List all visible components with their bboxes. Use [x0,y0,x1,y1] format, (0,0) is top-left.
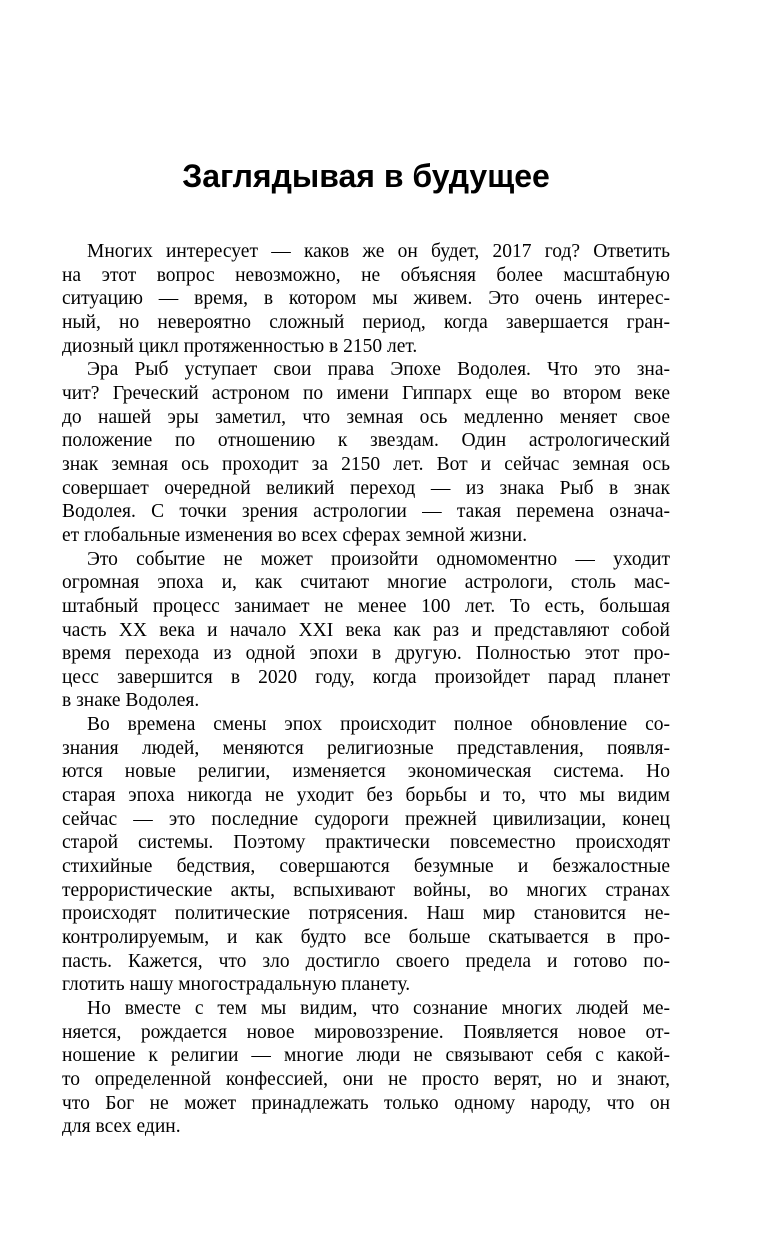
text-line: штабный процесс занимает не менее 100 лет. То есть, большая [62,595,670,617]
text-line: Водолея. С точки зрения астрологии — такая перемена означа- [62,501,670,523]
text-line: Многих интересует — каков же он будет, 2017 год? Ответить [87,241,670,262]
paragraph [62,240,670,358]
paragraph [62,548,670,714]
text-line: то определенной конфессией, они не просто верят, но и знают, [62,1068,670,1090]
text-line: Но вместе с тем мы видим, что сознание многих людей ме- [87,998,670,1019]
text-line: что Бог не может принадлежать только одному народу, что он [62,1092,670,1114]
text-line: совершает очередной великий переход — из знака Рыб в знак [62,477,670,499]
text-line: в знаке Водолея. [62,690,200,712]
text-line: ношение к религии — многие люди не связывают себя с какой- [62,1045,670,1067]
text-line: огромная эпоха и, как считают многие астрологи, столь мас- [62,572,670,594]
text-line: ный, но невероятно сложный период, когда завершается гран- [62,311,670,333]
paragraph [62,713,670,997]
text-line: террористические акты, вспыхивают войны, во многих странах [62,879,670,901]
text-line: время перехода из одной эпохи в другую. Полностью этот про- [62,643,670,665]
text-line: ситуацию — время, в котором мы живем. Это очень интерес- [62,288,670,310]
text-line: Эра Рыб уступает свои права Эпохе Водолея. Что это зна- [87,359,670,381]
text-line: Это событие не может произойти одномоментно — уходит [87,548,670,570]
text-line: старой системы. Поэтому практически повсеместно происходят [62,832,670,854]
text-line: для всех един. [62,1116,181,1138]
text-line: положение по отношению к звездам. Один астрологический [62,430,670,452]
text-line: до нашей эры заметил, что земная ось медленно меняет свое [62,406,670,428]
text-line: цесс завершится в 2020 году, когда произойдет парад планет [62,666,670,688]
text-line: происходят политические потрясения. Наш мир становится не- [62,903,670,925]
text-line: знак земная ось проходит за 2150 лет. Вот и сейчас земная ось [62,453,670,475]
paragraph [62,358,670,547]
text-line: ет глобальные изменения во всех сферах земной жизни. [62,524,528,546]
text-line: глотить нашу многострадальную планету. [62,974,411,996]
chapter-title: Заглядывая в будущее [182,158,550,194]
text-block [62,240,670,1139]
text-line: часть XX века и начало XXI века как раз и представляют собой [62,619,670,641]
page-content [62,0,670,1139]
paragraph [62,997,670,1139]
text-line: чит? Греческий астроном по имени Гиппарх еще во втором веке [62,382,670,404]
text-line: пасть. Кажется, что зло достигло своего предела и готово по- [62,950,670,972]
text-line: на этот вопрос невозможно, не объясняя более масштабную [62,264,670,286]
text-line: старая эпоха никогда не уходит без борьбы и то, что мы видим [62,785,670,807]
text-line: Во времена смены эпох происходит полное обновление со- [87,714,670,736]
text-line: ются новые религии, изменяется экономическая система. Но [62,761,670,783]
text-line: сейчас — это последние судороги прежней цивилизации, конец [62,808,670,830]
text-line: знания людей, меняются религиозные представления, появля- [62,737,670,759]
text-line: стихийные бедствия, совершаются безумные и безжалостные [62,856,670,878]
text-line: няется, рождается новое мировоззрение. Появляется новое от- [62,1021,670,1043]
text-line: контролируемым, и как будто все больше скатывается в про- [62,927,670,949]
text-line: диозный цикл протяженностью в 2150 лет. [62,335,418,357]
